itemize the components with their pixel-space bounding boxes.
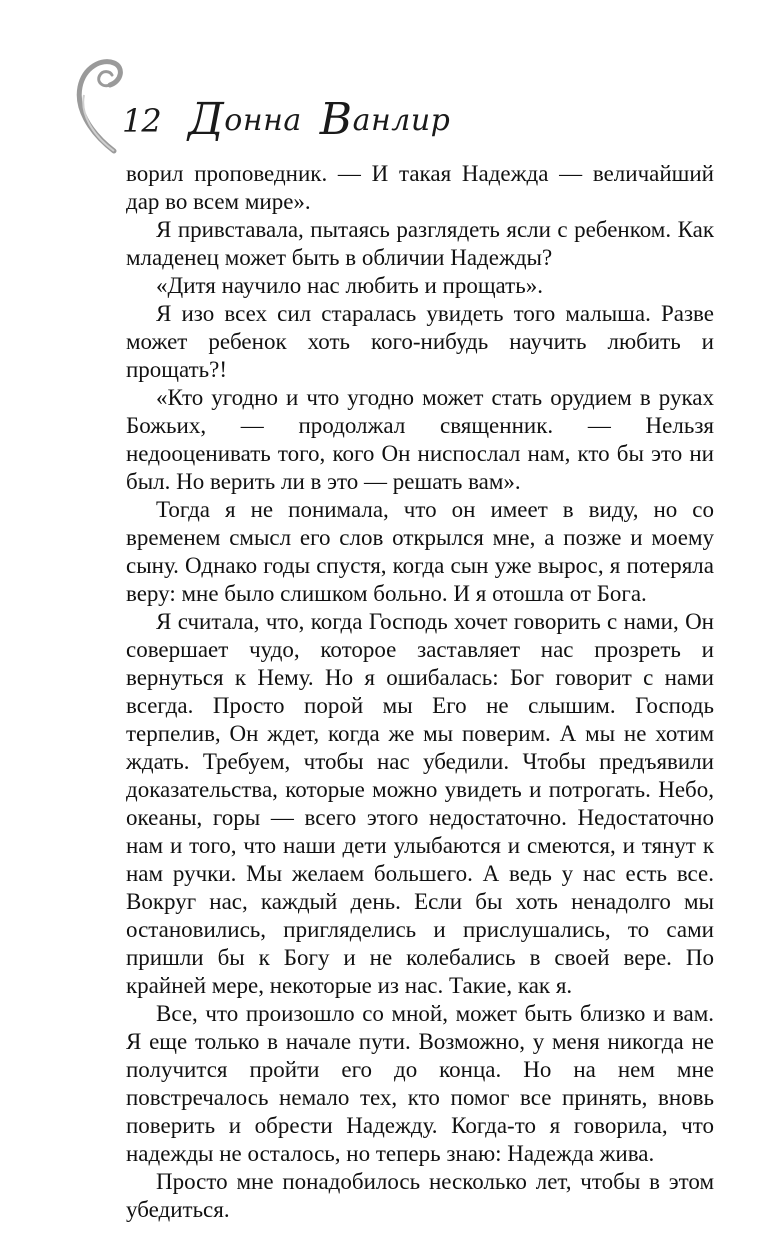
- paragraph: Я считала, что, когда Господь хочет говорить с нами, Он совершает чудо, которое заставляет нас прозреть и вернуться к Нему. Но я ошибалась: Бог говорит с нами всегда. Просто порой мы Его не слышим. Господь терпелив, Он ждет, когда же мы поверим. А мы не хотим ждать. Требуем, чтобы нас убедили. Чтобы предъявили доказательства, которые можно увидеть и потрогать. Небо, океаны, горы — всего этого недостаточно. Недостаточно нам и того, что наши дети улыбаются и смеются, и тянут к нам ручки. Мы желаем большего. А ведь у нас есть все. Вокруг нас, каждый день. Если бы хоть ненадолго мы остановились, пригляделись и прислушались, то сами пришли бы к Богу и не колебались в своей вере. По крайней мере, некоторые из нас. Такие, как я.: [126, 609, 714, 998]
- author-last-initial: В: [319, 94, 353, 145]
- body-text: [126, 160, 714, 1224]
- paragraph: «Кто угодно и что угодно может стать орудием в руках Божьих, — продолжал священник. — Нельзя недооценивать того, кого Он ниспослал нам, кто бы это ни был. Но верить ли в это — решать вам».: [126, 385, 714, 494]
- author-first-initial: Д: [188, 94, 225, 145]
- paragraph: Я привставала, пытаясь разглядеть ясли с ребенком. Как младенец может быть в обличии Надежды?: [126, 217, 714, 270]
- page-header: [0, 0, 768, 160]
- author-first-name-rest: онна: [224, 103, 302, 138]
- paragraph: ворил проповедник. — И такая Надежда — величайший дар во всем мире».: [126, 161, 714, 214]
- running-head-author: [188, 94, 450, 145]
- paragraph: Просто мне понадобилось несколько лет, чтобы в этом убедиться.: [126, 1169, 714, 1222]
- author-last-name-rest: анлир: [352, 103, 451, 138]
- swirl-ornament-icon: [70, 55, 130, 155]
- paragraph: «Дитя научило нас любить и прощать».: [156, 273, 543, 298]
- paragraph: Все, что произошло со мной, может быть близко и вам. Я еще только в начале пути. Возможно, у меня никогда не получится пройти его до конца. Но на нем мне повстречалось немало тех, кто помог все принять, вновь поверить и обрести Надежду. Когда-то я говорила, что надежды не осталось, но теперь знаю: Надежда жива.: [126, 1001, 714, 1166]
- paragraph: Я изо всех сил старалась увидеть того малыша. Разве может ребенок хоть кого-нибудь научить любить и прощать?!: [126, 301, 714, 382]
- page-number: 12: [122, 102, 161, 140]
- paragraph: Тогда я не понимала, что он имеет в виду, но со временем смысл его слов открылся мне, а позже и моему сыну. Однако годы спустя, когда сын уже вырос, я потеряла веру: мне было слишком больно. И я отошла от Бога.: [126, 497, 714, 606]
